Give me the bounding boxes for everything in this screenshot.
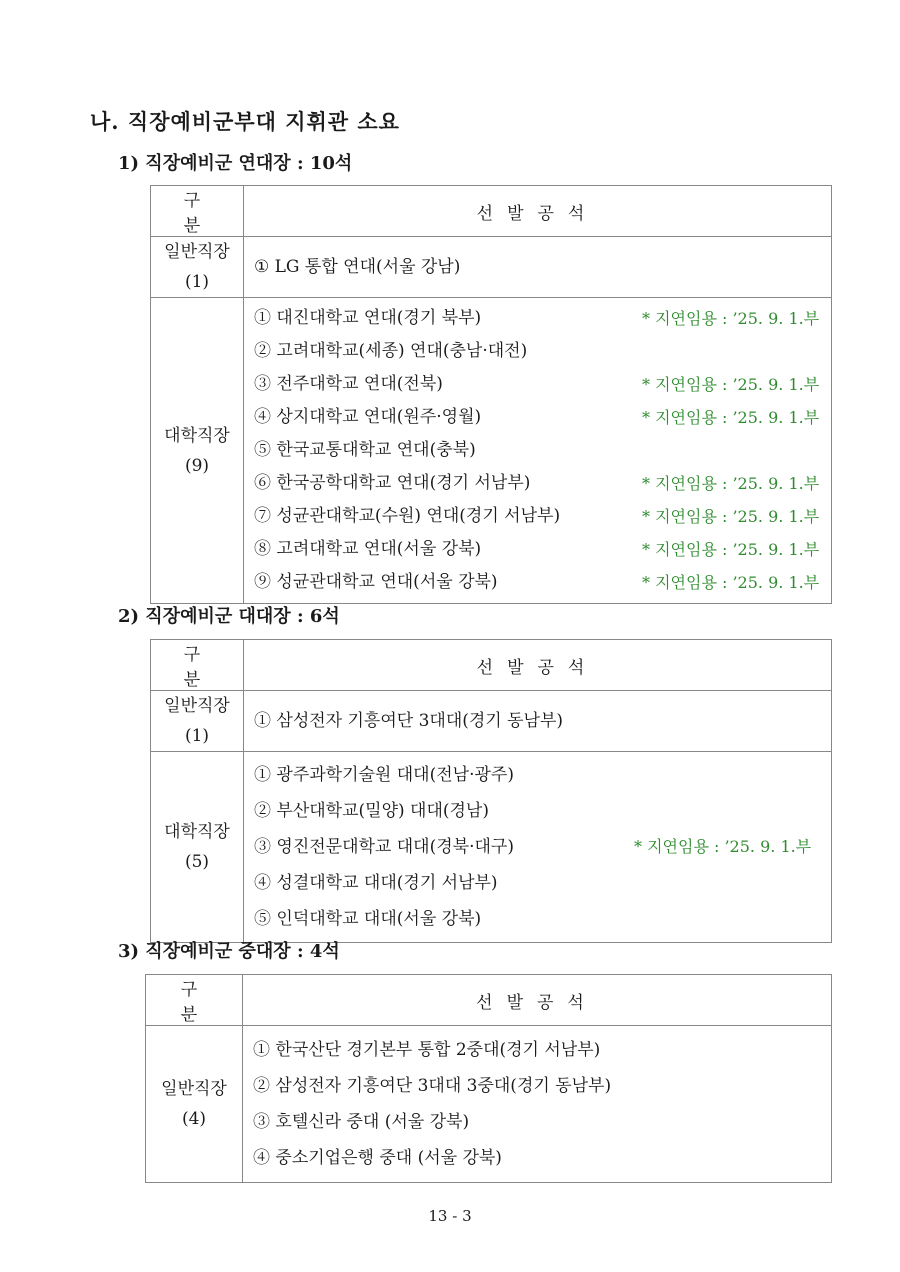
list-item: ② 고려대학교(세종) 연대(충남·대전) [254, 341, 528, 361]
list-item: ⑧ 고려대학교 연대(서울 강북) * 지연임용 : ’25. 9. 1.부 [254, 533, 831, 566]
category-cell [151, 298, 244, 604]
col-header-selection: 선발공석 [244, 186, 832, 237]
list-item: ③ 전주대학교 연대(전북) * 지연임용 : ’25. 9. 1.부 [254, 368, 831, 401]
col-header-category: 구 분 [146, 975, 243, 1026]
col-header-category: 구 분 [151, 640, 244, 691]
section-2-title: 2) 직장예비군 대대장 : 6석 [118, 606, 340, 627]
section-1-table [150, 185, 832, 604]
category-name: 일반직장 [161, 1079, 227, 1099]
list-item: ③ 영진전문대학교 대대(경북·대구) * 지연임용 : ’25. 9. 1.부 [254, 829, 831, 865]
delay-note: * 지연임용 : ’25. 9. 1.부 [642, 540, 820, 559]
section-3-title: 3) 직장예비군 중대장 : 4석 [118, 941, 340, 962]
delay-note: * 지연임용 : ’25. 9. 1.부 [642, 573, 820, 592]
section-3-table [145, 974, 832, 1183]
list-item: ⑨ 성균관대학교 연대(서울 강북) * 지연임용 : ’25. 9. 1.부 [254, 566, 831, 599]
col-header-category: 구 분 [151, 186, 244, 237]
list-item: ① 광주과학기술원 대대(전남·광주) [254, 765, 514, 785]
list-item: ③ 호텔신라 중대 (서울 강북) [253, 1112, 470, 1132]
list-item: ⑥ 한국공학대학교 연대(경기 서남부) * 지연임용 : ’25. 9. 1.부 [254, 467, 831, 500]
delay-note: * 지연임용 : ’25. 9. 1.부 [634, 837, 812, 856]
page-number: 13 - 3 [428, 1207, 472, 1225]
col-header-selection: 선발공석 [244, 640, 832, 691]
category-count: (5) [184, 852, 210, 872]
delay-note: * 지연임용 : ’25. 9. 1.부 [642, 309, 820, 328]
category-name: 대학직장 [164, 425, 230, 446]
section-2-table [150, 639, 832, 943]
category-cell [151, 752, 244, 943]
category-cell [151, 237, 244, 298]
table-row [146, 1026, 832, 1183]
list-item: ④ 성결대학교 대대(경기 서남부) [254, 873, 498, 893]
table-header-row [151, 640, 832, 691]
items-cell [243, 1026, 832, 1183]
list-item: ② 부산대학교(밀양) 대대(경남) [254, 801, 489, 821]
delay-note: * 지연임용 : ’25. 9. 1.부 [642, 474, 820, 493]
main-heading: 나. 직장예비군부대 지휘관 소요 [90, 109, 400, 134]
delay-note: * 지연임용 : ’25. 9. 1.부 [642, 507, 820, 526]
items-cell [244, 752, 832, 943]
col-header-selection: 선발공석 [243, 975, 832, 1026]
category-name: 대학직장 [164, 822, 230, 842]
list-item: ① 삼성전자 기흥여단 3대대(경기 동남부) [254, 710, 564, 731]
table-row [151, 237, 832, 298]
list-item: ⑦ 성균관대학교(수원) 연대(경기 서남부) * 지연임용 : ’25. 9. 1.부 [254, 500, 831, 533]
table-header-row [146, 975, 832, 1026]
category-count: (1) [184, 272, 210, 292]
category-count: (4) [181, 1109, 207, 1129]
items-cell [244, 237, 832, 298]
section-1-title: 1) 직장예비군 연대장 : 10석 [118, 153, 353, 174]
list-item: ① 한국산단 경기본부 통합 2중대(경기 서남부) [253, 1040, 601, 1060]
items-cell [244, 691, 832, 752]
table-header-row [151, 186, 832, 237]
delay-note: * 지연임용 : ’25. 9. 1.부 [642, 375, 820, 394]
category-count: (1) [184, 726, 210, 746]
category-cell [146, 1026, 243, 1183]
category-name: 일반직장 [164, 696, 230, 716]
delay-note: * 지연임용 : ’25. 9. 1.부 [642, 408, 820, 427]
table-row [151, 752, 832, 943]
list-item: ① 대진대학교 연대(경기 북부) * 지연임용 : ’25. 9. 1.부 [254, 302, 831, 335]
list-item: ④ 중소기업은행 중대 (서울 강북) [253, 1148, 502, 1168]
items-cell [244, 298, 832, 604]
list-item: ② 삼성전자 기흥여단 3대대 3중대(경기 동남부) [253, 1076, 612, 1096]
list-item: ⑤ 인덕대학교 대대(서울 강북) [254, 909, 482, 929]
list-item: ④ 상지대학교 연대(원주·영월) * 지연임용 : ’25. 9. 1.부 [254, 401, 831, 434]
list-item: ⑤ 한국교통대학교 연대(충북) [254, 440, 476, 460]
list-item: ① LG 통합 연대(서울 강남) [254, 256, 461, 277]
category-count: (9) [184, 455, 210, 476]
table-row [151, 298, 832, 604]
category-cell [151, 691, 244, 752]
table-row [151, 691, 832, 752]
category-name: 일반직장 [164, 242, 230, 262]
